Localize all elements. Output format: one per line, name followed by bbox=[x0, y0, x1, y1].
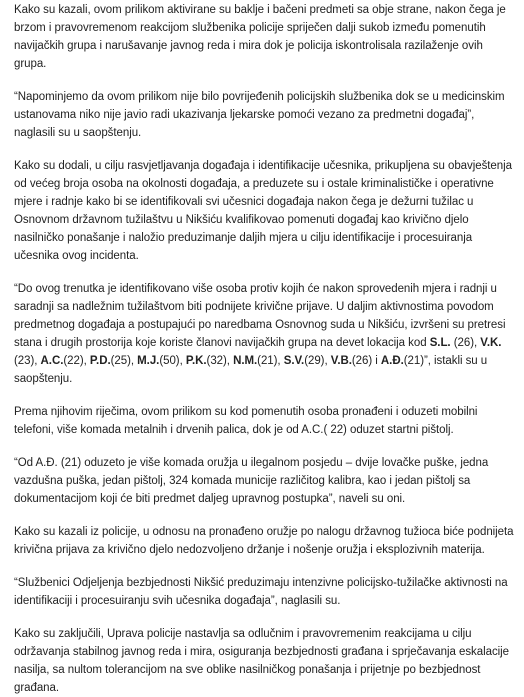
paragraph-4 bbox=[14, 280, 514, 388]
paragraph-text: Prema njihovim riječima, ovom prilikom su kod pomenutih osoba pronađeni i oduzeti mobilni telefoni, više komada metalnih i drvenih palica, dok je od A.C.( 22) oduzet startni pištolj. bbox=[14, 406, 478, 436]
suspect-initials: S.L. bbox=[429, 337, 451, 349]
paragraph-text: “Službenici Odjeljenja bezbjednosti Nikšić preduzimaju intenzivne policijsko-tužilačke aktivnosti na identifikaciji i procesuiranju svih učesnika događaja”, naglasili su. bbox=[14, 577, 508, 607]
suspect-initials: M.J. bbox=[137, 355, 160, 367]
paragraph-text: (32), bbox=[206, 355, 234, 367]
paragraph-text: Kako su kazali, ovom prilikom aktivirane su baklje i bačeni predmeti sa obje strane, nakon čega je brzom i pravovremenom reakcijom službenika policije spriječen dalji sukob između pomenutih navijačkih grupa i narušavanje javnog reda i mira dok je policija iskontrolisala razilaženje ovih grupa. bbox=[14, 4, 506, 70]
paragraph-5 bbox=[14, 403, 514, 439]
suspect-initials: V.K. bbox=[480, 337, 502, 349]
paragraph-text: (23), bbox=[14, 355, 41, 367]
paragraph-text: “Napominjemo da ovom prilikom nije bilo povrijeđenih policijskih službenika dok se u medicinskim ustanovama niko nije javio radi ukazivanja ljekarske pomoći vezano za predmetni događaj”, naglasili su u saopštenju. bbox=[14, 91, 505, 139]
paragraph-text: (26), bbox=[450, 337, 481, 349]
suspect-initials: V.B. bbox=[330, 355, 352, 367]
paragraph-text: (21), bbox=[257, 355, 284, 367]
suspect-initials: N.M. bbox=[233, 355, 258, 367]
article-body bbox=[0, 1, 524, 697]
paragraph-text: (21)”, istakli su u saopštenju. bbox=[14, 355, 488, 385]
suspect-initials: A.Đ. bbox=[380, 355, 404, 367]
paragraph-9 bbox=[14, 625, 514, 697]
paragraph-text: (26) i bbox=[351, 355, 381, 367]
suspect-initials: A.C. bbox=[40, 355, 64, 367]
paragraph-text: “Od A.Đ. (21) oduzeto je više komada oružja u ilegalnom posjedu – dvije lovačke puške, jedna vazdušna puška, jedan pištolj, 324 komada municije različitog kalibra, kao i jedan pištolj sa dokumentacijom koji će biti predmet daljeg upravnog postupka”, naveli su oni. bbox=[14, 457, 489, 505]
suspect-initials: P.K. bbox=[185, 355, 207, 367]
paragraph-text: Kako su dodali, u cilju rasvjetljavanja događaja i identifikacije učesnika, prikupljena su obavještenja od većeg broja osoba na okolnosti događaja, a preduzete su i ostale kriminalističke i operativne mjere i radnje kako bi se identifikovali svi učesnici događaja nakon čega je dežurni tužilac u Osnovnom državnom tužilaštvu u Nikšiću kvalifikovao pomenuti događaj kao krivično djelo nasilničko ponašanje i naložio preduzimanje daljih mjera u cilju identifikacije i procesuiranja učesnika ovog incidenta. bbox=[14, 160, 512, 262]
suspect-initials: S.V. bbox=[283, 355, 305, 367]
paragraph-2 bbox=[14, 88, 514, 142]
paragraph-7 bbox=[14, 523, 514, 559]
paragraph-text: (50), bbox=[159, 355, 186, 367]
paragraph-6 bbox=[14, 454, 514, 508]
suspect-initials: P.D. bbox=[89, 355, 111, 367]
paragraph-text: “Do ovog trenutka je identifikovano više osoba protiv kojih će nakon sprovedenih mjera i radnji u saradnji sa nadležnim tužilaštvom biti podnijete krivične prijave. U daljim aktivnostima povodom predmetnog događaja a postupajući po naredbama Osnovnog suda u Nikšiću, izvršeni su pretresi stana i drugih prostorija koje koriste članovi navijačkih grupa na devet lokacija kod bbox=[14, 283, 506, 349]
paragraph-text: Kako su kazali iz policije, u odnosu na pronađeno oružje po nalogu državnog tužioca biće podnijeta krivična prijava za krivično djelo nedozvoljeno držanje i nošenje oružja i eksplozivnih materija. bbox=[14, 526, 514, 556]
paragraph-text: (29), bbox=[304, 355, 331, 367]
paragraph-text: (25), bbox=[110, 355, 138, 367]
paragraph-text: Kako su zaključili, Uprava policije nastavlja sa odlučnim i pravovremenim reakcijama u cilju održavanja stabilnog javnog reda i mira, osiguranja bezbjednosti građana i sprječavanja eskalacije nasilja, sa nultom tolerancijom na sve oblike nasilničkog ponašanja i prijetnje po bezbjednost građana. bbox=[14, 628, 510, 694]
paragraph-1 bbox=[14, 1, 514, 73]
paragraph-text: (22), bbox=[63, 355, 90, 367]
paragraph-3 bbox=[14, 157, 514, 265]
paragraph-8 bbox=[14, 574, 514, 610]
